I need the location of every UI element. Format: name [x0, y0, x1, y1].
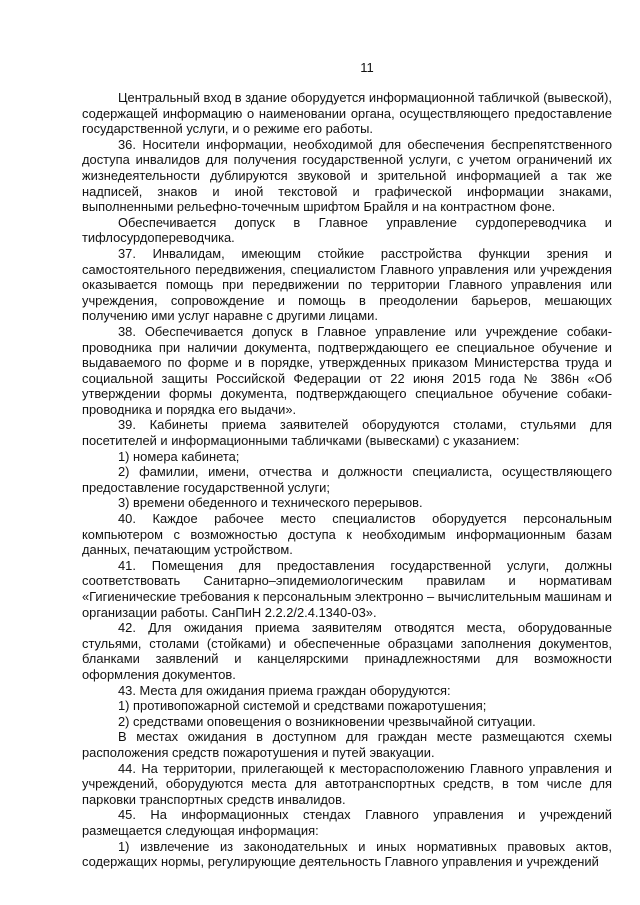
- paragraph-43: 43. Места для ожидания приема граждан оборудуются:: [118, 682, 451, 698]
- paragraph-38: 38. Обеспечивается допуск в Главное управление или учреждение собаки-проводника при наличии документа, подтверждающего ее специальное обучение и выдаваемого по форме и в порядке, утвержденных приказом Министерства труда и социальной защиты Российской Федерации от 22 июня 2015 года № 386н «Об утверждении формы документа, подтверждающего специальное обучение собаки-проводника и порядка его выдачи».: [82, 323, 612, 417]
- paragraph-44: 44. На территории, прилегающей к месторасположению Главного управления и учреждений, оборудуются места для автотранспортных средств, в том числе для парковки транспортных средств инвалидов.: [82, 760, 612, 807]
- list-item-39-3: 3) времени обеденного и технического перерывов.: [118, 495, 423, 511]
- paragraph-40: 40. Каждое рабочее место специалистов оборудуется персональным компьютером с возможностью доступа к необходимым информационным базам данных, печатающим устройством.: [82, 511, 612, 558]
- paragraph-evacuation-schemes: В местах ожидания в доступном для граждан месте размещаются схемы расположения средств пожаротушения и путей эвакуации.: [82, 729, 612, 760]
- paragraph-36: 36. Носители информации, необходимой для обеспечения беспрепятственного доступа инвалидов для получения государственной услуги, с учетом ограничений их жизнедеятельности дублируются звуковой и зрительной информацией а так же надписей, знаков и иной текстовой и графической информации знаками, выполненными рельефно-точечным шрифтом Брайля и на контрастном фоне.: [82, 136, 612, 215]
- document-body: [82, 90, 612, 870]
- page-number: 11: [360, 60, 374, 75]
- paragraph-39: 39. Кабинеты приема заявителей оборудуются столами, стульями для посетителей и информационными табличками (вывесками) с указанием:: [82, 417, 612, 449]
- list-item-39-1: 1) номера кабинета;: [118, 448, 240, 464]
- paragraph-45: 45. На информационных стендах Главного управления и учреждений размещается следующая информация:: [82, 807, 612, 838]
- list-item-43-1: 1) противопожарной системой и средствами пожаротушения;: [118, 698, 487, 714]
- list-item-45-1: 1) извлечение из законодательных и иных нормативных правовых актов, содержащих нормы, регулирующие деятельность Главного управления и учреждений: [82, 838, 612, 870]
- list-item-43-2: 2) средствами оповещения о возникновении чрезвычайной ситуации.: [118, 713, 536, 729]
- paragraph-41: 41. Помещения для предоставления государственной услуги, должны соответствовать Санитарно–эпидемиологическим правилам и нормативам «Гигиенические требования к персональным электронно – вычислительным машинам и организации работы. СанПиН 2.2.2/2.4.1340-03».: [82, 557, 613, 620]
- paragraph-sign-interpreter: Обеспечивается допуск в Главное управление сурдопереводчика и тифлосурдопереводчика.: [82, 214, 612, 246]
- paragraph-42: 42. Для ожидания приема заявителям отводятся места, оборудованные стульями, столами (стойками) и обеспеченные образцами заполнения документов, бланками заявлений и канцелярскими принадлежностями для возможности оформления документов.: [82, 620, 612, 682]
- paragraph-entrance-sign: Центральный вход в здание оборудуется информационной табличкой (вывеской), содержащей информацию о наименовании органа, осуществляющего предоставление государственной услуги, и о режиме его работы.: [82, 90, 612, 137]
- list-item-39-2: 2) фамилии, имени, отчества и должности специалиста, осуществляющего предоставление государственной услуги;: [82, 464, 612, 495]
- paragraph-37: 37. Инвалидам, имеющим стойкие расстройства функции зрения и самостоятельного передвижения, специалистом Главного управления или учреждения оказывается помощь при передвижении по территории Главного управления или учреждения, сопровождение и помощь в преодолении барьеров, мешающих получению ими услуг наравне с другими лицами.: [82, 245, 612, 324]
